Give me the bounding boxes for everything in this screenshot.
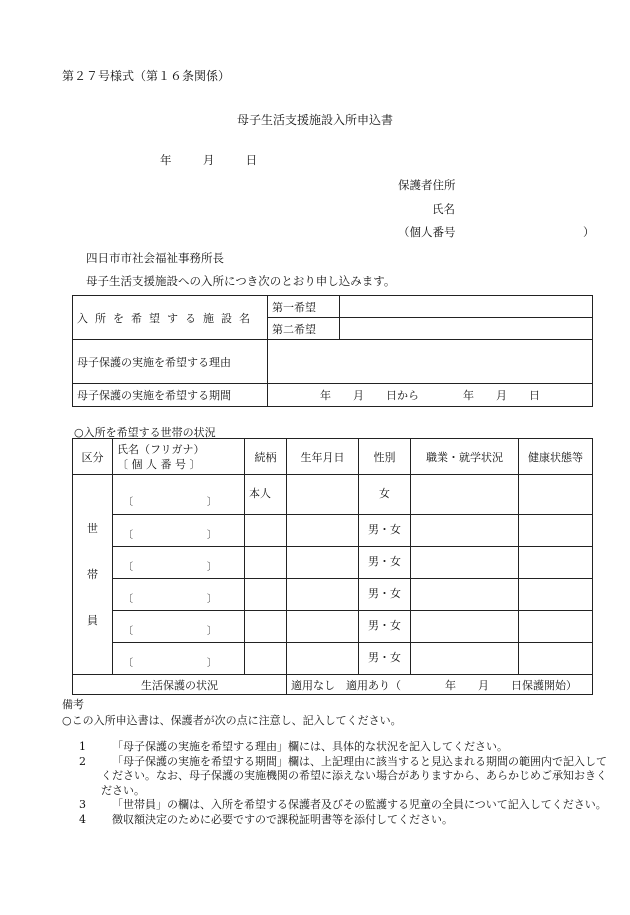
- reason-label: 母子保護の実施を希望する理由: [73, 340, 268, 384]
- second-choice-field[interactable]: [340, 318, 593, 340]
- member-label-char: 世: [87, 521, 98, 535]
- note-item: [79, 740, 610, 755]
- bracket-open: 〔: [123, 658, 133, 669]
- header-name: [113, 439, 245, 475]
- note-number: 3: [79, 798, 86, 812]
- notes-list: [79, 740, 610, 828]
- household-member-label: [73, 475, 113, 675]
- member-label-char: 帯: [87, 567, 98, 581]
- member-name-field[interactable]: [113, 611, 245, 643]
- member-health-field[interactable]: [519, 643, 593, 675]
- member-occupation-field[interactable]: [411, 515, 519, 547]
- member-sex[interactable]: 男・女: [359, 611, 411, 643]
- number-close-paren: ）: [583, 225, 595, 239]
- date-day-label: 日: [245, 153, 258, 167]
- member-health-field[interactable]: [519, 475, 593, 515]
- header-name-line2: 〔 個 人 番 号 〕: [117, 457, 201, 471]
- member-label-char: 員: [87, 613, 98, 627]
- application-date: [160, 152, 257, 168]
- note-item: [79, 754, 610, 799]
- second-choice-label: 第二希望: [268, 318, 340, 340]
- bracket-close: 〕: [207, 594, 217, 605]
- bracket-open: 〔: [123, 562, 133, 573]
- table-row: [73, 611, 593, 643]
- header-birthdate: 生年月日: [287, 439, 359, 475]
- member-name-field[interactable]: [113, 475, 245, 515]
- note-number: 1: [79, 740, 86, 753]
- member-relation: 本人: [245, 475, 287, 515]
- table-row: [73, 643, 593, 675]
- first-choice-field[interactable]: [340, 296, 593, 318]
- member-birthdate-field[interactable]: [287, 579, 359, 611]
- first-choice-label: 第一希望: [268, 296, 340, 318]
- member-sex[interactable]: 男・女: [359, 643, 411, 675]
- member-birthdate-field[interactable]: [287, 547, 359, 579]
- facility-label: 入所を希望する施設名: [73, 296, 268, 340]
- table-row: [73, 547, 593, 579]
- member-occupation-field[interactable]: [411, 579, 519, 611]
- bracket-open: 〔: [123, 594, 133, 605]
- bracket-close: 〕: [207, 626, 217, 637]
- notes-lead: ○この入所申込書は、保護者が次の点に注意し、記入してください。: [62, 714, 402, 727]
- bracket-open: 〔: [123, 530, 133, 541]
- header-name-line1: 氏名（フリガナ）: [117, 442, 205, 456]
- table-row: [73, 579, 593, 611]
- member-health-field[interactable]: [519, 611, 593, 643]
- note-number: 2: [79, 754, 86, 768]
- note-item: [79, 798, 610, 813]
- member-occupation-field[interactable]: [411, 643, 519, 675]
- note-item: [79, 812, 610, 828]
- bracket-open: 〔: [123, 497, 133, 508]
- header-sex: 性別: [359, 439, 411, 475]
- remarks-label: 備考: [62, 698, 84, 711]
- intro-statement: 母子生活支援施設への入所につき次のとおり申し込みます。: [86, 274, 396, 288]
- number-bracket: [117, 558, 217, 573]
- member-name-field[interactable]: [113, 547, 245, 579]
- member-occupation-field[interactable]: [411, 475, 519, 515]
- member-birthdate-field[interactable]: [287, 515, 359, 547]
- reason-field[interactable]: [268, 340, 593, 384]
- bracket-close: 〕: [207, 562, 217, 573]
- bracket-close: 〕: [207, 497, 217, 508]
- bracket-close: 〕: [207, 658, 217, 669]
- member-health-field[interactable]: [519, 547, 593, 579]
- header-occupation: 職業・就学状況: [411, 439, 519, 475]
- header-relation: 続柄: [245, 439, 287, 475]
- member-name-field[interactable]: [113, 515, 245, 547]
- number-bracket: [117, 526, 217, 541]
- table-row: [73, 475, 593, 515]
- number-bracket: [117, 590, 217, 605]
- member-birthdate-field[interactable]: [287, 611, 359, 643]
- document-title: 母子生活支援施設入所申込書: [236, 113, 393, 127]
- date-year-label: 年: [160, 153, 172, 167]
- addressee: 四日市市社会福祉事務所長: [86, 251, 224, 265]
- note-text: 「母子保護の実施を希望する理由」欄には、具体的な状況を記入してください。: [112, 740, 508, 753]
- note-text: 「世帯員」の欄は、入所を希望する保護者及びその監護する児童の全員について記入してください。: [112, 798, 607, 812]
- member-birthdate-field[interactable]: [287, 475, 359, 515]
- member-health-field[interactable]: [519, 515, 593, 547]
- guardian-address-label: 保護者住所: [398, 178, 456, 192]
- note-text: 徴収額決定のために必要ですので課税証明書等を添付してください。: [112, 812, 453, 826]
- table-row: [73, 515, 593, 547]
- member-sex[interactable]: 男・女: [359, 515, 411, 547]
- member-occupation-field[interactable]: [411, 547, 519, 579]
- date-month-label: 月: [202, 153, 215, 167]
- note-number: 4: [79, 812, 86, 826]
- member-relation[interactable]: [245, 515, 287, 547]
- bracket-open: 〔: [123, 626, 133, 637]
- member-sex[interactable]: 男・女: [359, 579, 411, 611]
- member-name-field[interactable]: [113, 579, 245, 611]
- welfare-status-field[interactable]: 適用なし 適用あり（ 年 月 日保護開始）: [287, 675, 593, 695]
- member-health-field[interactable]: [519, 579, 593, 611]
- number-label-text: （個人番号: [398, 225, 456, 239]
- note-text: 「母子保護の実施を希望する期間」欄は、上記理由に該当すると見込まれる期間の範囲内で記入してください。なお、母子保護の実施機関の希望に添えない場合がありますから、あらかじめご承知おきください。: [101, 754, 607, 797]
- form-number: 第２７号様式（第１６条関係）: [62, 69, 231, 83]
- header-category: 区分: [73, 439, 113, 475]
- household-table: [72, 438, 593, 695]
- guardian-number-label: [398, 224, 595, 240]
- member-name-field[interactable]: [113, 643, 245, 675]
- number-bracket: [117, 654, 217, 669]
- member-sex[interactable]: 男・女: [359, 547, 411, 579]
- member-relation[interactable]: [245, 643, 287, 675]
- guardian-name-label: 氏名: [432, 202, 455, 216]
- member-relation[interactable]: [245, 611, 287, 643]
- header-health: 健康状態等: [519, 439, 593, 475]
- member-birthdate-field[interactable]: [287, 643, 359, 675]
- period-label: 母子保護の実施を希望する期間: [73, 384, 268, 407]
- member-sex: 女: [359, 475, 411, 515]
- number-bracket: [117, 493, 217, 508]
- member-relation[interactable]: [245, 579, 287, 611]
- number-bracket: [117, 622, 217, 637]
- household-caption: ○入所を希望する世帯の状況: [74, 426, 216, 439]
- member-occupation-field[interactable]: [411, 611, 519, 643]
- bracket-close: 〕: [207, 530, 217, 541]
- facility-request-table: [72, 295, 593, 407]
- member-relation[interactable]: [245, 547, 287, 579]
- period-field[interactable]: 年 月 日から 年 月 日: [268, 384, 593, 407]
- welfare-label: 生活保護の状況: [73, 675, 287, 695]
